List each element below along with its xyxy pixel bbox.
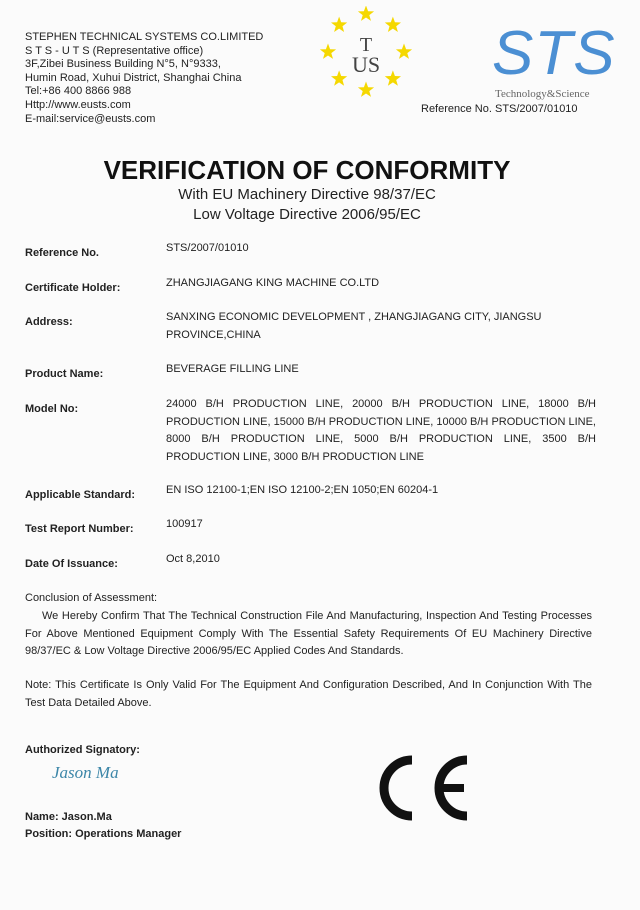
conclusion-text: We Hereby Confirm That The Technical Construction File And Manufacturing, Inspection And Testing Processes For Above Mentioned Equipment Comply With The Essential Safety Requirements Of EU Machinery Directive 98/37/EC & Low Voltage Directive 2006/95/EC Applied Codes And Standards. (25, 610, 592, 657)
signatory-position: Position: Operations Manager (25, 828, 182, 840)
subtitle-machinery: With EU Machinery Directive 98/37/EC (178, 186, 436, 203)
field-value: Oct 8,2010 (166, 553, 220, 565)
sts-logo: STS (492, 19, 616, 88)
star-icon (331, 70, 347, 85)
header-reference: Reference No. STS/2007/01010 (421, 103, 578, 115)
issuer-office: S T S - U T S (Representative office) (25, 44, 204, 57)
field-label: Model No: (25, 403, 79, 415)
note-text: Note: This Certificate Is Only Valid For The Equipment And Configuration Described, And In Conjunction With The Test Data Detailed Above. (25, 679, 592, 709)
star-icon (385, 70, 401, 85)
field-label: Test Report Number: (25, 523, 134, 535)
star-icon (396, 44, 412, 59)
star-icon (320, 44, 336, 59)
issuer-email: E-mail:service@eusts.com (25, 112, 156, 125)
field-label: Reference No. (25, 247, 99, 259)
svg-text:US: US (351, 52, 381, 77)
star-icon (358, 6, 374, 21)
signatory-name: Name: Jason.Ma (25, 811, 112, 823)
signature: Jason Ma (52, 763, 119, 782)
field-value: SANXING ECONOMIC DEVELOPMENT , ZHANGJIAGANG CITY, JIANGSU PROVINCE,CHINA (166, 311, 542, 341)
field-label: Applicable Standard: (25, 489, 136, 501)
field-label: Certificate Holder: (25, 282, 121, 294)
page-title: VERIFICATION OF CONFORMITY (103, 155, 511, 185)
conclusion-heading: Conclusion of Assessment: (25, 592, 158, 604)
issuer-website: Http://www.eusts.com (25, 98, 131, 111)
field-value: 100917 (166, 518, 203, 530)
issuer-address-1: 3F,Zibei Business Building N°5, N°9333, (25, 58, 221, 71)
field-label: Product Name: (25, 368, 104, 380)
issuer-address-2: Humin Road, Xuhui District, Shanghai China (25, 71, 242, 84)
field-value: 24000 B/H PRODUCTION LINE, 20000 B/H PRODUCTION LINE, 18000 B/H PRODUCTION LINE, 15000 B/H PRODUCTION LINE, 10000 B/H PRODUCTION LINE, 8000 B/H PRODUCTION LINE, 5000 B/H PRODUCTION LINE, 3500 B/H PRODUCTION LINE, 3000 B/H PRODUCTION LINE (166, 398, 596, 463)
field-value: STS/2007/01010 (166, 242, 249, 254)
star-icon (331, 17, 347, 32)
field-value: EN ISO 12100-1;EN ISO 12100-2;EN 1050;EN 60204-1 (166, 484, 439, 496)
tus-star-logo-icon (318, 6, 414, 98)
field-value: ZHANGJIAGANG KING MACHINE CO.LTD (166, 277, 380, 289)
svg-text:T: T (359, 34, 373, 56)
issuer-info (25, 31, 263, 126)
signatory-heading: Authorized Signatory: (25, 744, 140, 756)
star-icon (385, 17, 401, 32)
logo-tagline: Technology&Science (495, 88, 590, 100)
issuer-name: STEPHEN TECHNICAL SYSTEMS CO.LIMITED (25, 31, 264, 43)
ce-mark-icon (372, 752, 472, 824)
field-label: Date Of Issuance: (25, 558, 118, 570)
star-icon (358, 82, 374, 97)
field-value: BEVERAGE FILLING LINE (166, 363, 299, 375)
subtitle-low-voltage: Low Voltage Directive 2006/95/EC (193, 206, 421, 223)
field-label: Address: (25, 316, 73, 328)
issuer-phone: Tel:+86 400 8866 988 (25, 85, 132, 98)
